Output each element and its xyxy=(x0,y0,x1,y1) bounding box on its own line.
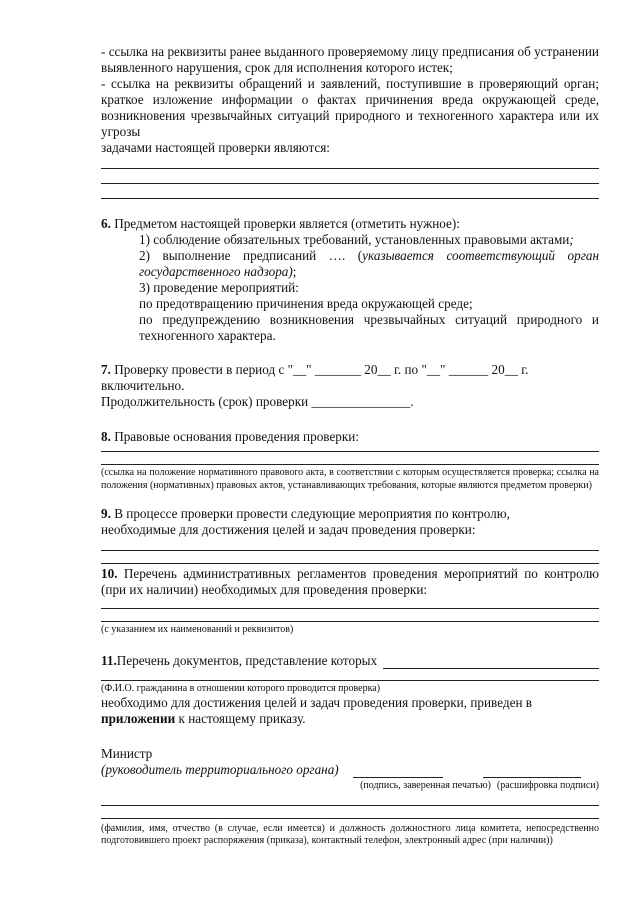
intro-tasks-label: задачами настоящей проверки являются: xyxy=(101,140,330,155)
section-9-title: 9. В процессе проверки провести следующие мероприятия по контролю, xyxy=(101,506,510,521)
fill-line xyxy=(101,464,599,465)
document-page xyxy=(101,44,599,848)
signature-notes xyxy=(101,780,599,793)
section-11-number: 11. xyxy=(101,652,117,668)
section-6-title: 6. Предметом настоящей проверки является (отметить нужное): xyxy=(101,216,460,231)
signer-role: (руководитель территориального органа) xyxy=(101,762,339,777)
section-10-note: (с указанием их наименований и реквизитов) xyxy=(101,624,294,635)
section-11-title: 11. Перечень документов, представление которых xyxy=(101,653,599,669)
section-6-number: 6. xyxy=(101,216,111,231)
footer-note: (фамилия, имя, отчество (в случае, если имеется) и должность должностного лица комитета, непосредственно подготовившего проект распоряжения (приказа), контактный телефон, электронный адрес (при наличии)) xyxy=(101,822,599,846)
fill-line xyxy=(101,680,599,681)
signature-row xyxy=(101,762,599,778)
section-9-number: 9. xyxy=(101,506,111,521)
section-6-item-3: 3) проведение мероприятий: xyxy=(139,280,299,295)
section-7-duration: Продолжительность (срок) проверки _______________. xyxy=(101,394,414,409)
signature-line xyxy=(353,766,443,778)
signature-decode-line xyxy=(483,766,581,778)
section-6-item-3b: по предупреждению возникновения чрезвычайных ситуаций природного и техногенного характера. xyxy=(139,312,599,343)
section-11-text: необходимо для достижения целей и задач проведения проверки, приведен в приложении к настоящему приказу. xyxy=(101,695,533,726)
section-7-number: 7. xyxy=(101,362,111,377)
section-7-period: 7. Проверку провести в период с "__" _______ 20__ г. по "__" ______ 20__ г. включительно. xyxy=(101,362,529,393)
section-11-note: (Ф.И.О. гражданина в отношении которого проводится проверка) xyxy=(101,682,381,694)
section-10-number: 10. xyxy=(101,566,118,581)
signature-note: (подпись, заверенная печатью) xyxy=(360,780,491,791)
intro-item-prescription: - ссылка на реквизиты ранее выданного проверяемому лицу предписания об устранении выявленного нарушения, срок для исполнения которого истек; xyxy=(101,44,599,75)
fill-line xyxy=(101,818,599,819)
section-10-title: 10. Перечень административных регламентов проведения мероприятий по контролю (при их наличии) необходимых для проведения проверки: xyxy=(101,566,599,597)
signer-title: Министр xyxy=(101,746,153,761)
section-8-title: 8. Правовые основания проведения проверки: xyxy=(101,429,360,444)
fill-line xyxy=(383,657,599,669)
signature-decode-note: (расшифровка подписи) xyxy=(496,780,599,791)
intro-item-appeals: - ссылка на реквизиты обращений и заявлений, поступившие в проверяющий орган; краткое изложение информации о фактах причинения вреда окружающей среде, возникновения чрезвычайных ситуаций природного и техногенного характера или их угрозы xyxy=(101,76,599,139)
section-8-note: (ссылка на положение нормативного правового акта, в соответствии с которым осуществляется проверка; ссылка на положения (нормативных) правовых актов, устанавливающих требования, которые являются предметом проверки) xyxy=(101,467,599,491)
section-9-line2: необходимые для достижения целей и задач проведения проверки: xyxy=(101,522,476,537)
section-8-number: 8. xyxy=(101,429,111,444)
section-6-item-3a: по предотвращению причинения вреда окружающей среде; xyxy=(139,296,473,311)
fill-line xyxy=(101,621,599,622)
section-6-item-1: 1) соблюдение обязательных требований, установленных правовыми актами; xyxy=(139,232,574,247)
section-6-item-2: 2) выполнение предписаний …. (указывается соответствующий орган государственного надзора); xyxy=(139,248,599,279)
